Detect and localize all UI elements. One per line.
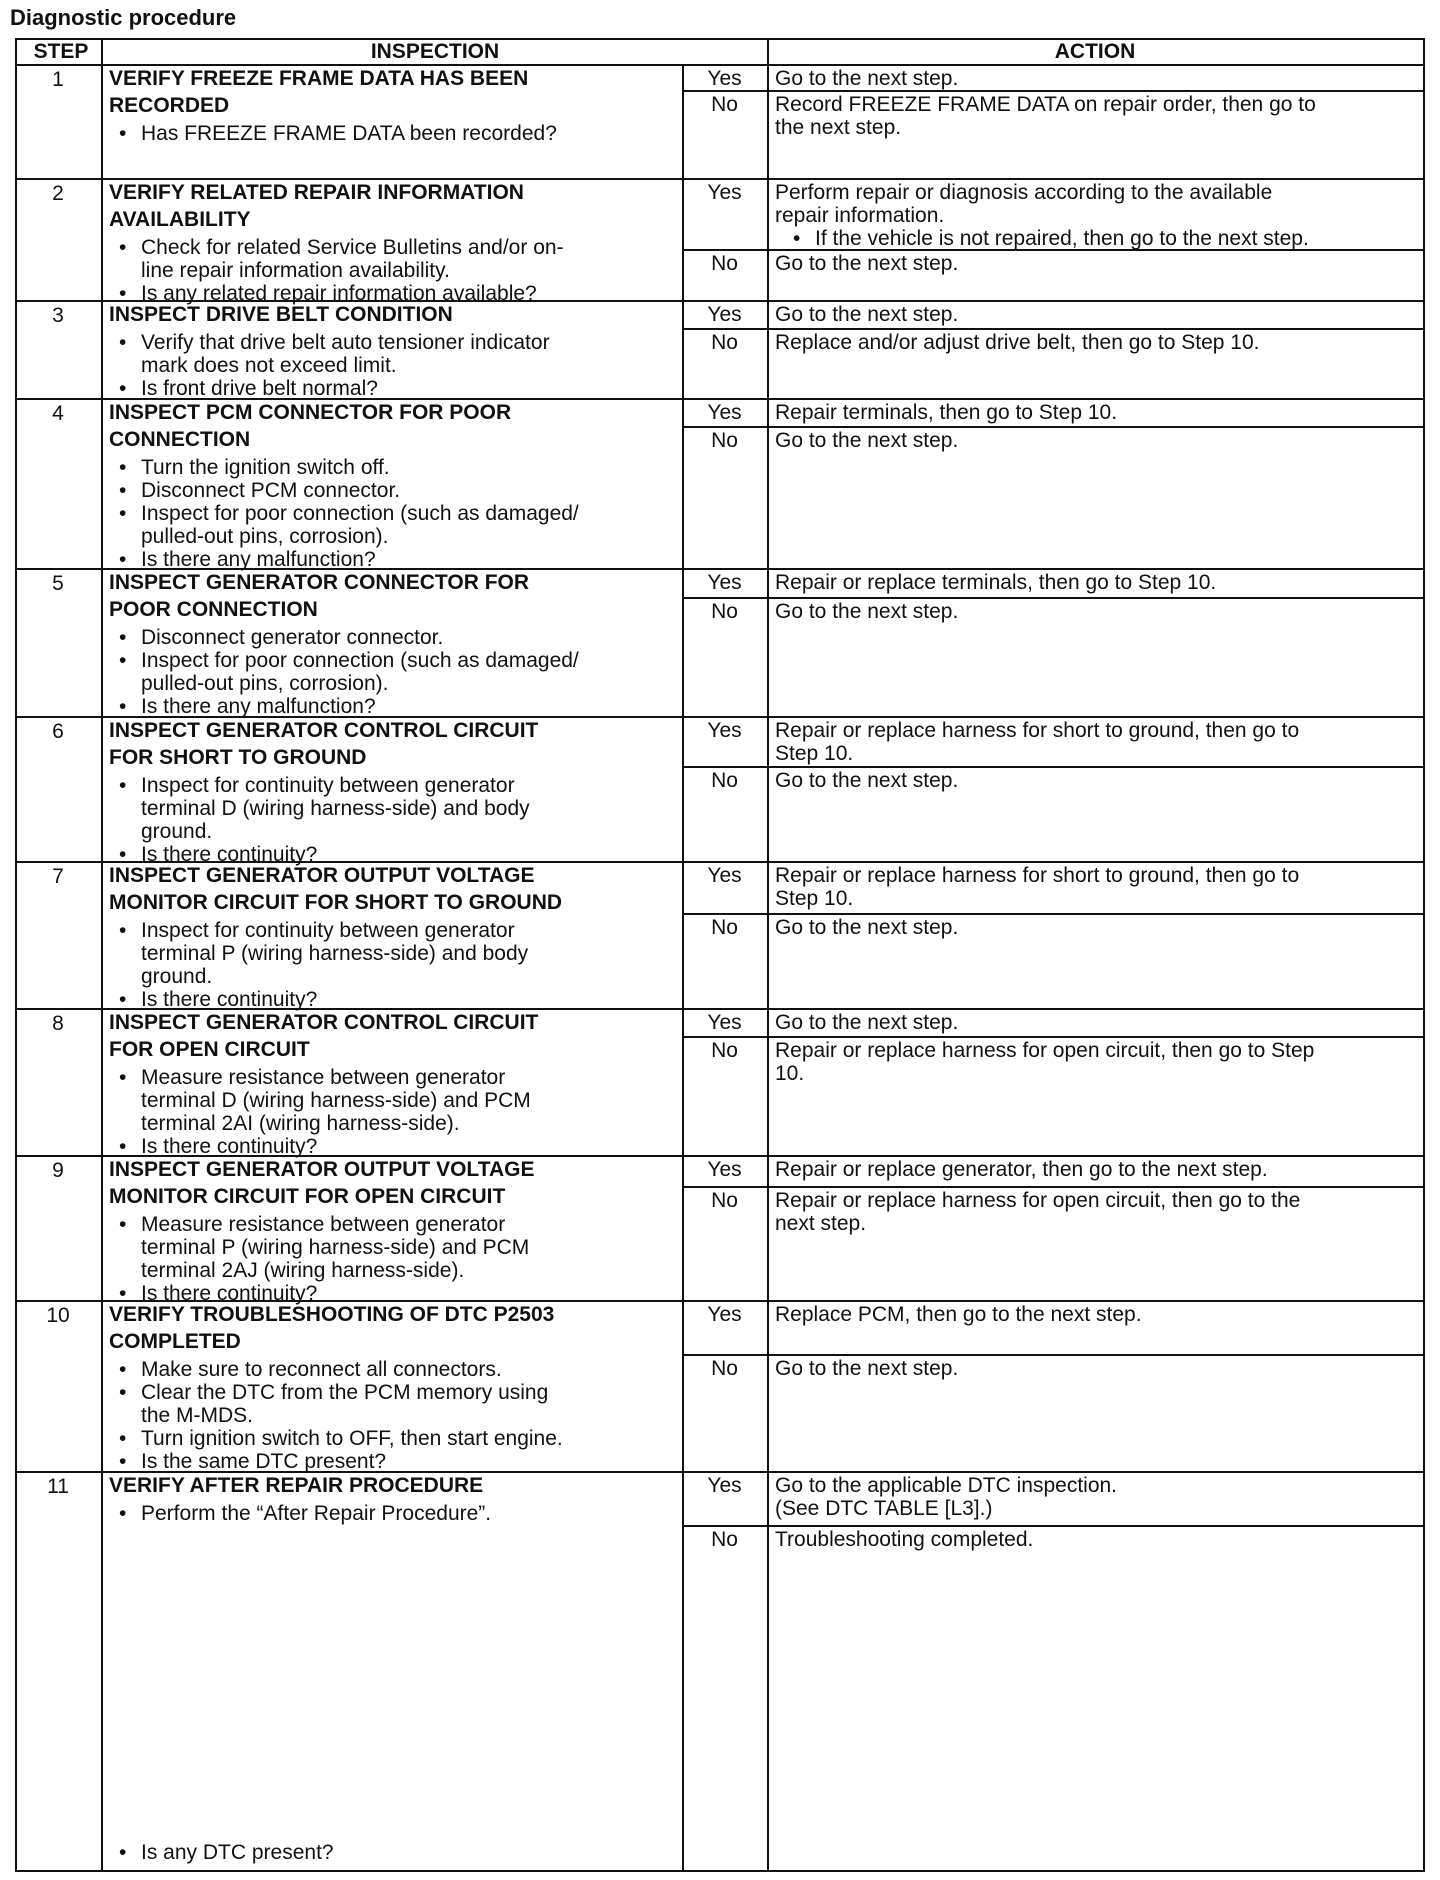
bullet-item: • Disconnect PCM connector. xyxy=(109,477,400,504)
step-number: 3 xyxy=(52,304,64,327)
header-inspection: INSPECTION xyxy=(370,40,500,63)
step-number: 7 xyxy=(52,865,64,888)
step-heading: CONNECTION xyxy=(109,428,251,451)
yes-label: Yes xyxy=(707,864,742,887)
yes-label: Yes xyxy=(707,401,742,424)
bullet-item: • Measure resistance between generator xyxy=(109,1211,505,1238)
step-number: 5 xyxy=(52,572,64,595)
yes-action-text: (See DTC TABLE [L3].) xyxy=(775,1497,993,1520)
step-heading: INSPECT PCM CONNECTOR FOR POOR xyxy=(109,401,512,424)
step-number: 4 xyxy=(52,402,64,425)
step-heading: AVAILABILITY xyxy=(109,208,251,231)
table-rule xyxy=(101,38,103,1872)
bullet-item: • Is any DTC present? xyxy=(109,1839,334,1866)
yes-action-text: Go to the next step. xyxy=(775,1011,959,1034)
step-heading: VERIFY RELATED REPAIR INFORMATION xyxy=(109,181,524,204)
no-action-text: Go to the next step. xyxy=(775,1357,959,1380)
no-action-text: next step. xyxy=(775,1212,867,1235)
bullet-item: • Make sure to reconnect all connectors. xyxy=(109,1356,502,1383)
table-rule xyxy=(15,38,1425,40)
step-number: 8 xyxy=(52,1012,64,1035)
step-heading: COMPLETED xyxy=(109,1330,241,1353)
yes-label: Yes xyxy=(707,719,742,742)
bullet-continuation: ground. xyxy=(141,965,213,988)
step-heading: INSPECT GENERATOR CONTROL CIRCUIT xyxy=(109,719,539,742)
step-number: 11 xyxy=(47,1475,69,1498)
no-action-text: Replace and/or adjust drive belt, then go to Step 10. xyxy=(775,331,1260,354)
bullet-item: • Inspect for poor connection (such as damaged/ xyxy=(109,647,579,674)
no-label: No xyxy=(711,1528,738,1551)
table-rule xyxy=(1423,38,1425,1872)
table-rule xyxy=(767,38,769,1872)
no-action-text: Go to the next step. xyxy=(775,916,959,939)
no-action-text: Repair or replace harness for open circuit, then go to the xyxy=(775,1189,1301,1212)
table-rule xyxy=(15,1870,1425,1872)
step-heading: VERIFY AFTER REPAIR PROCEDURE xyxy=(109,1474,484,1497)
bullet-item: • Inspect for continuity between generator xyxy=(109,917,515,944)
no-action-text: Go to the next step. xyxy=(775,252,959,275)
bullet-continuation: terminal P (wiring harness-side) and body xyxy=(141,942,529,965)
bullet-item: • Is the same DTC present? xyxy=(109,1448,386,1475)
yes-action-text: repair information. xyxy=(775,204,945,227)
yes-action-text: Repair or replace terminals, then go to Step 10. xyxy=(775,571,1217,594)
no-label: No xyxy=(711,1039,738,1062)
step-heading: VERIFY FREEZE FRAME DATA HAS BEEN xyxy=(109,67,529,90)
no-action-text: 10. xyxy=(775,1062,805,1085)
diagnostic-table xyxy=(15,38,1425,1872)
step-number: 10 xyxy=(46,1304,70,1327)
no-label: No xyxy=(711,1357,738,1380)
step-heading: INSPECT GENERATOR OUTPUT VOLTAGE xyxy=(109,1158,535,1181)
bullet-continuation: terminal 2AI (wiring harness-side). xyxy=(141,1112,460,1135)
no-action-text: Go to the next step. xyxy=(775,769,959,792)
bullet-continuation: ground. xyxy=(141,820,213,843)
yes-action-text: Repair or replace harness for short to ground, then go to xyxy=(775,719,1300,742)
page-title: Diagnostic procedure xyxy=(10,5,237,30)
bullet-item: • Disconnect generator connector. xyxy=(109,624,443,651)
bullet-item: • Is there continuity? xyxy=(109,1133,317,1160)
step-heading: INSPECT GENERATOR OUTPUT VOLTAGE xyxy=(109,864,535,887)
bullet-continuation: mark does not exceed limit. xyxy=(141,354,397,377)
no-action-text: the next step. xyxy=(775,116,902,139)
bullet-item: • Inspect for continuity between generator xyxy=(109,772,515,799)
no-action-text: Troubleshooting completed. xyxy=(775,1528,1034,1551)
bullet-item: • Is there any malfunction? xyxy=(109,546,376,573)
yes-action-text: Repair or replace generator, then go to the next step. xyxy=(775,1158,1268,1181)
yes-action-bullet: • If the vehicle is not repaired, then go to the next step. xyxy=(775,225,1309,252)
bullet-item: • Turn ignition switch to OFF, then start engine. xyxy=(109,1425,563,1452)
step-heading: INSPECT GENERATOR CONNECTOR FOR xyxy=(109,571,530,594)
yes-action-text: Go to the next step. xyxy=(775,67,959,90)
yes-action-text: Step 10. xyxy=(775,887,854,910)
step-heading: MONITOR CIRCUIT FOR SHORT TO GROUND xyxy=(109,891,563,914)
yes-action-text: Perform repair or diagnosis according to the available xyxy=(775,181,1273,204)
bullet-continuation: the M-MDS. xyxy=(141,1404,254,1427)
bullet-item: • Is front drive belt normal? xyxy=(109,375,378,402)
yes-action-text: Repair or replace harness for short to ground, then go to xyxy=(775,864,1300,887)
no-label: No xyxy=(711,331,738,354)
no-label: No xyxy=(711,769,738,792)
step-number: 2 xyxy=(52,182,64,205)
yes-action-text: Step 10. xyxy=(775,742,854,765)
step-number: 9 xyxy=(52,1159,64,1182)
yes-action-text: Go to the applicable DTC inspection. xyxy=(775,1474,1118,1497)
bullet-continuation: terminal 2AJ (wiring harness-side). xyxy=(141,1259,465,1282)
no-action-text: Record FREEZE FRAME DATA on repair order, then go to xyxy=(775,93,1316,116)
yes-label: Yes xyxy=(707,1011,742,1034)
no-label: No xyxy=(711,429,738,452)
bullet-item: • Measure resistance between generator xyxy=(109,1064,505,1091)
no-action-text: Go to the next step. xyxy=(775,429,959,452)
bullet-continuation: terminal D (wiring harness-side) and body xyxy=(141,797,530,820)
bullet-item: • Perform the “After Repair Procedure”. xyxy=(109,1500,491,1527)
header-step: STEP xyxy=(33,40,89,63)
step-heading: INSPECT DRIVE BELT CONDITION xyxy=(109,303,453,326)
bullet-item: • Is there any malfunction? xyxy=(109,693,376,720)
bullet-continuation: pulled-out pins, corrosion). xyxy=(141,672,389,695)
step-heading: POOR CONNECTION xyxy=(109,598,318,621)
no-action-text: Repair or replace harness for open circuit, then go to Step xyxy=(775,1039,1315,1062)
yes-action-bullet-wrap xyxy=(775,225,1309,252)
bullet-continuation: terminal P (wiring harness-side) and PCM xyxy=(141,1236,530,1259)
step-number: 6 xyxy=(52,720,64,743)
no-label: No xyxy=(711,252,738,275)
header-action: ACTION xyxy=(1054,40,1136,63)
no-label: No xyxy=(711,600,738,623)
bullet-continuation: pulled-out pins, corrosion). xyxy=(141,525,389,548)
no-label: No xyxy=(711,1189,738,1212)
yes-label: Yes xyxy=(707,181,742,204)
bullet-item: • Inspect for poor connection (such as damaged/ xyxy=(109,500,579,527)
bullet-continuation: terminal D (wiring harness-side) and PCM xyxy=(141,1089,531,1112)
no-label: No xyxy=(711,916,738,939)
bullet-item: • Is there continuity? xyxy=(109,1280,317,1307)
yes-action-text: Repair terminals, then go to Step 10. xyxy=(775,401,1118,424)
yes-action-text: Go to the next step. xyxy=(775,303,959,326)
step-heading: VERIFY TROUBLESHOOTING OF DTC P2503 xyxy=(109,1303,555,1326)
bullet-item: • Turn the ignition switch off. xyxy=(109,454,390,481)
yes-action-text: Replace PCM, then go to the next step. xyxy=(775,1303,1142,1326)
bullet-item: • Clear the DTC from the PCM memory using xyxy=(109,1379,548,1406)
yes-label: Yes xyxy=(707,67,742,90)
no-action-text: Go to the next step. xyxy=(775,600,959,623)
yes-label: Yes xyxy=(707,571,742,594)
bullet-item: • Is there continuity? xyxy=(109,986,317,1013)
step-heading: FOR SHORT TO GROUND xyxy=(109,746,367,769)
step-number: 1 xyxy=(52,68,64,91)
yes-label: Yes xyxy=(707,1158,742,1181)
step-heading: INSPECT GENERATOR CONTROL CIRCUIT xyxy=(109,1011,539,1034)
yes-label: Yes xyxy=(707,303,742,326)
step-heading: MONITOR CIRCUIT FOR OPEN CIRCUIT xyxy=(109,1185,506,1208)
yes-label: Yes xyxy=(707,1474,742,1497)
yes-label: Yes xyxy=(707,1303,742,1326)
no-label: No xyxy=(711,93,738,116)
bullet-item: • Is there continuity? xyxy=(109,841,317,868)
step-heading: FOR OPEN CIRCUIT xyxy=(109,1038,310,1061)
bullet-item: • Has FREEZE FRAME DATA been recorded? xyxy=(109,120,557,147)
step-heading: RECORDED xyxy=(109,94,230,117)
bullet-item: • Verify that drive belt auto tensioner indicator xyxy=(109,329,550,356)
bullet-item: • Is any related repair information available? xyxy=(109,280,537,307)
bullet-item: • Check for related Service Bulletins and/or on- xyxy=(109,234,564,261)
bullet-continuation: line repair information availability. xyxy=(141,259,450,282)
